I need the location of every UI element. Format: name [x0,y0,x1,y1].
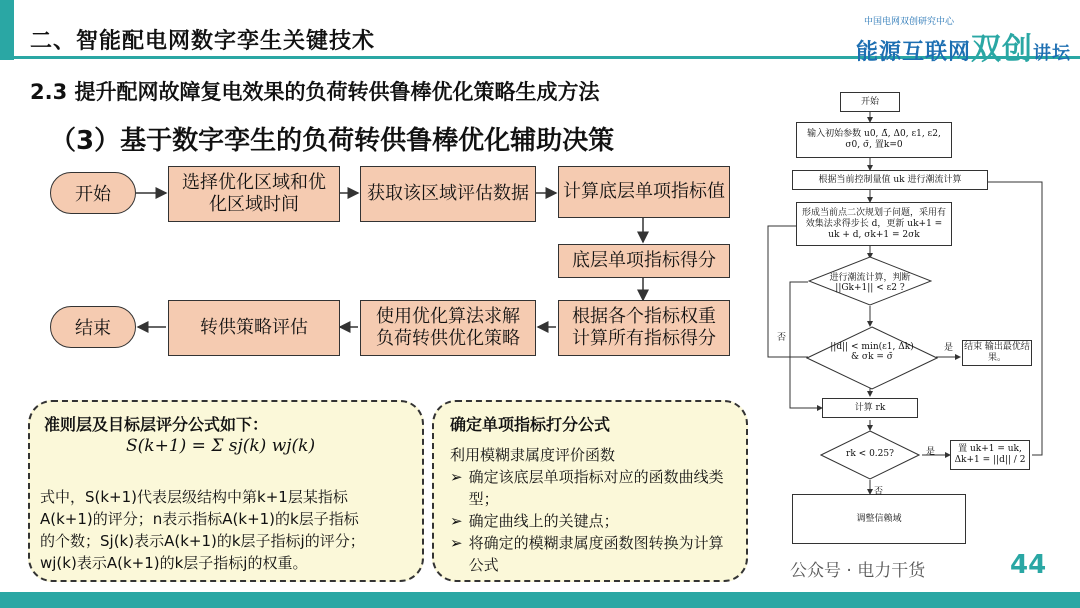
algo-label-no: 否 [874,487,884,497]
panel-right-title: 确定单项指标打分公式 [450,415,611,434]
subtitle: （3）基于数字孪生的负荷转供鲁棒优化辅助决策 [50,126,615,156]
algo-subproblem: 形成当前点二次规划子问题，采用有效集法求得步长 d，更新 uk+1 = uk + d, σk+1 = 2σk [796,202,952,246]
bullet-arrow-icon: ➢ [450,534,463,552]
flow-step-get-data: 获取该区域评估数据 [360,166,536,222]
scoring-formula-panel [28,400,424,582]
flow-step-weighted-scores: 根据各个指标权重计算所有指标得分 [558,300,730,356]
flow-step-compute-indicators: 计算底层单项指标值 [558,166,730,218]
bullet-text: 将确定的模糊隶属度函数图转换为计算公式 [468,534,724,574]
panel-left-line4: wj(k)表示A(k+1)的k层子指标j的权重。 [40,554,308,572]
slide-header-title: 二、智能配电网数字孪生关键技术 [30,29,376,54]
algo-start: 开始 [840,92,900,112]
panel-left-line1: 式中，S(k+1)代表层级结构中第k+1层某指标 [40,488,348,506]
algo-check2-text: ||d|| < min(ε1, Δk) & σk = σ̄ [830,342,914,362]
bullet-item [450,510,738,532]
algo-trust-region: 调整信赖域 [792,494,966,544]
algo-update: 置 uk+1 = uk, Δk+1 = ||d|| / 2 [950,440,1030,470]
algo-check1-text: 进行潮流计算，判断 ||Gk+1|| < ε2 ? [829,273,911,293]
footer-bar [0,592,1080,608]
algo-end: 结束 输出最优结果。 [962,340,1032,366]
algo-power-flow: 根据当前控制量值 uk 进行潮流计算 [792,170,988,190]
algo-init: 输入初始参数 u0, Δ̄, Δ0, ε1, ε2, σ0, σ̄, 置k=0 [796,122,952,158]
flow-start: 开始 [50,172,136,214]
bullet-item [450,532,738,576]
flow-step-evaluate: 转供策略评估 [168,300,340,356]
bullet-text: 确定曲线上的关键点； [468,512,619,530]
logo-text-3: 讲坛 [1033,43,1072,64]
panel-left-line2: A(k+1)的评分；n表示指标A(k+1)的k层子指标 [40,510,359,528]
algo-label-yes: 是 [926,447,936,457]
logo-text-2: 双创 [971,32,1034,67]
bullet-text: 确定该底层单项指标对应的函数曲线类型； [468,468,724,508]
section-title: 2.3 提升配网故障复电效果的负荷转供鲁棒优化策略生成方法 [30,80,600,104]
flow-step-indicator-scores: 底层单项指标得分 [558,244,730,278]
page-number: 44 [1010,550,1047,580]
brand-logo [856,24,1071,68]
flow-step-optimize: 使用优化算法求解负荷转供优化策略 [360,300,536,356]
panel-right-intro: 利用模糊隶属度评价函数 [450,446,616,464]
logo-text-1: 能源互联网 [856,40,972,65]
algo-label-yes: 是 [944,343,954,353]
panel-left-title: 准则层及目标层评分公式如下： [44,415,269,434]
algo-check3-text: rk < 0.25? [846,449,894,459]
bullet-arrow-icon: ➢ [450,468,463,486]
panel-left-line3: 的个数；Sj(k)表示A(k+1)的k层子指标j的评分； [40,532,365,550]
bullet-arrow-icon: ➢ [450,512,463,530]
bullet-item [450,466,738,510]
algo-compute-rk: 计算 rk [822,398,918,418]
scoring-formula: S(k+1) = Σ sj(k) wj(k) [126,436,316,456]
logo-caption: 中国电网双创研究中心 [864,17,955,27]
flow-step-select-region: 选择优化区域和优化区域时间 [168,166,340,222]
flow-end: 结束 [50,306,136,348]
watermark: 公众号 · 电力干货 [790,561,926,581]
algo-label-no: 否 [777,333,787,343]
indicator-scoring-panel [432,400,748,582]
